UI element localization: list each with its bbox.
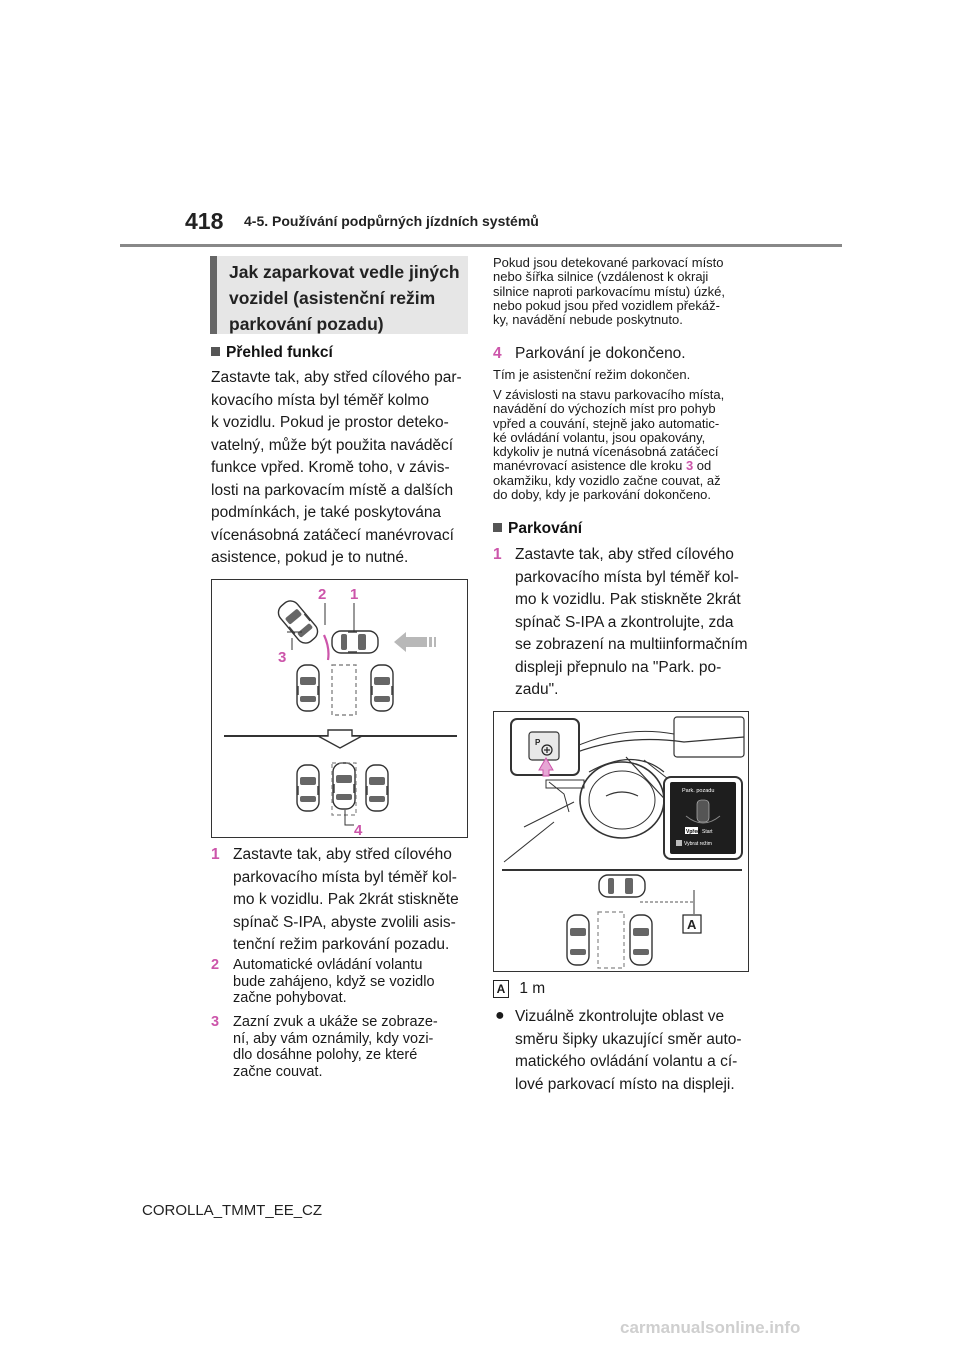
dashboard-figure	[493, 711, 749, 972]
parking-step-1	[493, 544, 753, 704]
note-paragraph	[493, 256, 753, 327]
display-title: Park. pozadu	[682, 788, 715, 794]
target-space	[598, 912, 624, 968]
text-line: matického ovládání volantu a cí-	[515, 1053, 738, 1070]
text-line: se zobrazení na multiinformačním	[515, 636, 748, 653]
square-bullet-icon	[211, 347, 220, 356]
text-line: navádění do výchozích míst pro pohyb	[493, 401, 716, 417]
bullet-text	[515, 1006, 755, 1096]
section-title-line: vozidel (asistenční režim	[229, 288, 436, 308]
text-line: Zazní zvuk a ukáže se zobraze-	[233, 1014, 438, 1030]
overview-heading	[211, 344, 333, 362]
parked-car-icon	[297, 765, 319, 811]
text-line: do doby, kdy je parkování dokončeno.	[493, 487, 712, 503]
text-line: podmínkách, je také poskytována	[211, 504, 442, 521]
text-line: začne couvat.	[233, 1063, 323, 1080]
section-title-line: parkování pozadu)	[229, 314, 384, 334]
text-line: spínač S-IPA, abyste zvolili asis-	[233, 913, 456, 931]
step-4-detail	[493, 388, 755, 502]
text-line: vpřed a couvání, stejně jako automatic-	[493, 415, 720, 431]
step-text	[233, 957, 435, 1007]
text-line: displeji přepnulo na "Park. po-	[515, 658, 722, 676]
legend-a	[493, 978, 545, 1001]
vehicle-position-1-icon	[332, 631, 378, 653]
step-number: 4	[493, 345, 502, 362]
text-line: vatelný, může být použita naváděcí	[211, 436, 454, 454]
bullet-dot-icon: ●	[495, 1007, 505, 1024]
chapter-title: 4-5. Používání podpůrných jízdních systémů	[244, 213, 539, 229]
text-line: ky, navádění nebude poskytnuto.	[493, 312, 683, 328]
text-line: nebo pokud jsou před vozidlem překáž-	[493, 297, 720, 313]
text-line: vícenásobná zatáčecí manévrovací	[211, 526, 454, 544]
square-bullet-icon	[493, 523, 502, 532]
text-line: Zastavte tak, aby střed cílového	[515, 546, 734, 563]
text-line: parkovacího místa byl téměř kol-	[233, 868, 457, 886]
step-3	[211, 1014, 469, 1086]
parking-maneuver-figure	[211, 579, 468, 838]
step-number: 3	[211, 1014, 220, 1030]
text-line: parkovacího místa byl téměř kol-	[515, 568, 739, 586]
text-line: Vizuálně zkontrolujte oblast ve	[515, 1008, 725, 1025]
figure-label-3: 3	[278, 649, 287, 666]
text-line: mo k vozidlu. Pak 2krát stiskněte	[233, 891, 459, 908]
direction-arrow-icon	[394, 632, 427, 652]
figure-label-1: 1	[350, 586, 359, 603]
step-number: 2	[211, 957, 220, 973]
step-reference: 3	[685, 458, 694, 474]
header-rule	[120, 244, 842, 247]
text-line: dlo dosáhne polohy, ze které	[233, 1047, 418, 1063]
text-line: V závislosti na stavu parkovacího místa,	[493, 387, 725, 402]
parked-final-car-icon	[333, 763, 355, 809]
text-line: kdykoliv je nutná vícenásobná zatáčecí	[493, 444, 719, 460]
steering-path	[324, 635, 329, 660]
section-heading	[210, 256, 468, 334]
text-line: okamžiku, kdy vozidlo začne couvat, až	[493, 472, 721, 488]
text-line: bude zahájeno, když se vozidlo	[233, 973, 435, 990]
section-title-line: Jak zaparkovat vedle jiných	[229, 262, 460, 282]
text-fragment: manévrovací asistence dle kroku	[493, 458, 686, 474]
text-line: ké ovládání volantu, jsou opakovány,	[493, 429, 706, 445]
figure-label-4: 4	[354, 822, 363, 837]
text-line: asistence, pokud je to nutné.	[211, 549, 409, 566]
parked-car-icon	[567, 915, 589, 965]
parked-car-icon	[366, 765, 388, 811]
forward-label: Vpřed	[686, 829, 701, 835]
parking-heading-text: Parkování	[508, 520, 583, 537]
watermark: carmanualsonline.info	[620, 1318, 801, 1337]
text-line: tenční režim parkování pozadu.	[233, 936, 450, 953]
text-line: Automatické ovládání volantu	[233, 957, 423, 973]
switch-label: P	[535, 738, 541, 747]
step-number: 1	[211, 846, 220, 863]
text-line: spínač S-IPA a zkontrolujte, zda	[515, 613, 734, 631]
step-2	[211, 957, 469, 1013]
text-line: silnice naproti parkovacímu místu) úzké,	[493, 283, 725, 299]
step-text	[233, 1014, 438, 1080]
bullet-item	[493, 1006, 755, 1096]
down-arrow-icon	[318, 730, 362, 748]
text-line: losti na parkovacím místě a dalších	[211, 481, 454, 499]
text-line: Pokud jsou detekované parkovací místo	[493, 255, 724, 270]
parking-maneuver-diagram	[212, 580, 467, 837]
start-label: Start	[702, 829, 713, 835]
text-line: ní, aby vám oznámily, kdy vozi-	[233, 1030, 434, 1047]
page-number: 418	[185, 208, 224, 234]
text-line	[493, 459, 755, 473]
text-line: lové parkovací místo na displeji.	[515, 1075, 735, 1093]
text-line: Zastavte tak, aby střed cílového par-	[211, 369, 462, 386]
callout-a-label: A	[687, 917, 697, 932]
overview-heading-text: Přehled funkcí	[226, 344, 333, 361]
text-line: nebo šířka silnice (vzdálenost k okraji	[493, 269, 709, 285]
text-line: k vozidlu. Pokud je prostor deteko-	[211, 414, 449, 431]
vehicle-icon	[599, 875, 645, 897]
step-text: Parkování je dokončeno.	[515, 345, 686, 362]
mode-label: Vybrat režim	[684, 841, 712, 847]
step-text	[233, 844, 459, 957]
target-space	[332, 665, 356, 715]
step-number: 1	[493, 546, 502, 563]
footer-model: COROLLA_TMMT_EE_CZ	[142, 1202, 323, 1219]
parked-car-icon	[297, 665, 319, 711]
vehicle-position-3-icon	[275, 597, 321, 646]
text-line: začne pohybovat.	[233, 990, 347, 1006]
parked-car-icon	[630, 915, 652, 965]
text-fragment: od	[693, 458, 712, 474]
figure-label-2: 2	[318, 586, 327, 603]
text-line: kovacího místa byl téměř kolmo	[211, 391, 429, 409]
step-text	[515, 544, 748, 702]
text-line: mo k vozidlu. Pak stiskněte 2krát	[515, 591, 741, 608]
legend-a-badge: A	[493, 980, 509, 998]
text-line: Zastavte tak, aby střed cílového	[233, 846, 452, 863]
dashboard-diagram	[494, 712, 748, 971]
text-line: směru šipky ukazující směr auto-	[515, 1030, 742, 1048]
step-1	[211, 844, 469, 958]
text-line: zadu".	[515, 681, 559, 698]
intro-paragraph	[211, 367, 469, 570]
parked-car-icon	[371, 665, 393, 711]
legend-a-text: 1 m	[519, 980, 546, 997]
step-4	[493, 343, 753, 365]
parking-heading	[493, 520, 582, 538]
steering-wheel-icon	[580, 762, 664, 838]
step-4-note: Tím je asistenční režim dokončen.	[493, 367, 691, 382]
text-line: funkce vpřed. Kromě toho, v závis-	[211, 459, 450, 476]
